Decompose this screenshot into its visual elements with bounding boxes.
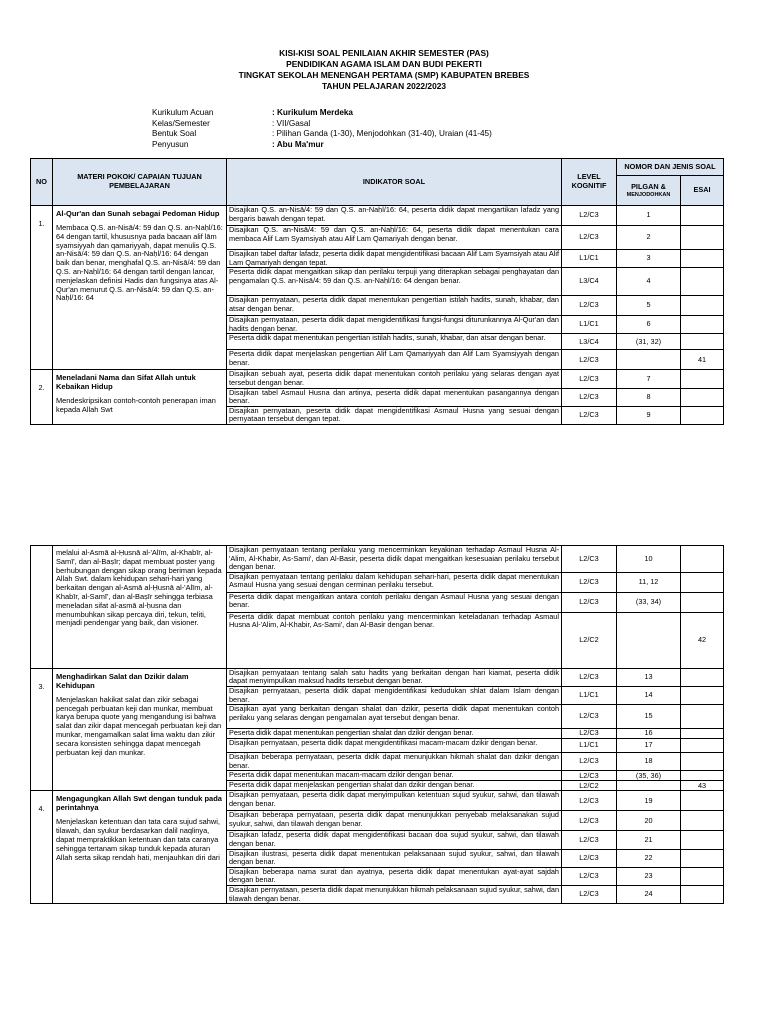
pilgan-cell: 14 <box>617 686 681 704</box>
esai-cell <box>681 811 724 831</box>
indikator-cell: Disajikan pernyataan, peserta didik dapat mengidentifikasi fungsi-fungsi diturunkannya Al-Qur'an dan hadits dengan benar. <box>227 316 562 334</box>
level-cell: L2/C3 <box>562 572 617 592</box>
level-cell: L3/C4 <box>562 268 617 296</box>
indikator-cell: Disajikan lafadz, peserta didik dapat mengidentifikasi bacaan doa sujud syukur, sahwi, dan tilawah dengan benar. <box>227 831 562 849</box>
esai-cell <box>681 791 724 811</box>
section-description: Mendeskripsikan contoh-contoh penerapan iman kepada Allah Swt <box>56 396 216 415</box>
section-materi <box>53 370 227 425</box>
level-cell: L2/C3 <box>562 791 617 811</box>
section-number: 2. <box>31 370 53 425</box>
esai-cell <box>681 296 724 316</box>
pilgan-cell: 10 <box>617 546 681 573</box>
pilgan-cell <box>617 612 681 668</box>
section-number: 3. <box>31 668 53 791</box>
section-number <box>31 546 53 669</box>
indikator-cell: Disajikan ayat yang berkaitan dengan shalat dan dzikir, peserta didik dapat menentukan contoh perilaku yang selaras dengan pengamalan ayat tersebut dengan benar. <box>227 705 562 729</box>
pilgan-cell: 4 <box>617 268 681 296</box>
level-cell: L2/C3 <box>562 350 617 370</box>
meta-label: Bentuk Soal <box>152 129 197 138</box>
level-cell: L2/C3 <box>562 811 617 831</box>
pilgan-cell: 7 <box>617 370 681 388</box>
indikator-cell: Disajikan beberapa nama surat dan ayatnya, peserta didik dapat menentukan ayat-ayat sajdah dengan benar. <box>227 867 562 885</box>
pilgan-cell: 9 <box>617 406 681 424</box>
indikator-cell: Disajikan Q.S. an-Nisā/4: 59 dan Q.S. an-Naḥl/16: 64, peserta didik dapat menentukan cara membaca Alif Lam Syamsiyah atau Alif Lam Qamariyah dengan benar. <box>227 226 562 250</box>
section-title: Meneladani Nama dan Sifat Allah untuk Kebaikan Hidup <box>56 373 196 392</box>
header-pilgan-label: PILGAN & <box>631 182 666 192</box>
esai-cell <box>681 406 724 424</box>
level-cell: L2/C3 <box>562 296 617 316</box>
meta-label: Kelas/Semester <box>152 118 210 128</box>
level-cell: L2/C3 <box>562 370 617 388</box>
pilgan-cell: (33, 34) <box>617 592 681 612</box>
kisi-kisi-table-top <box>30 158 724 425</box>
level-cell: L2/C2 <box>562 612 617 668</box>
level-cell: L1/C1 <box>562 686 617 704</box>
meta-value: : Abu Ma'mur <box>272 139 324 149</box>
section-title: Mengagungkan Allah Swt dengan tunduk pada perintahnya <box>56 794 222 813</box>
esai-cell <box>681 334 724 350</box>
pilgan-cell: (35, 36) <box>617 771 681 781</box>
section-materi <box>53 546 227 669</box>
esai-cell <box>681 753 724 771</box>
header-no: NO <box>31 159 53 206</box>
pilgan-cell: 24 <box>617 885 681 903</box>
indikator-cell: Disajikan tabel Asmaul Husna dan artinya, peserta didik dapat menentukan pasangannya dengan benar. <box>227 388 562 406</box>
esai-cell <box>681 226 724 250</box>
indikator-cell: Disajikan beberapa pernyataan, peserta didik dapat menunjukkan hikmah shalat dan dzikir dengan benar. <box>227 753 562 771</box>
meta-value: : VII/Gasal <box>272 118 311 128</box>
esai-cell <box>681 388 724 406</box>
section-description: Membaca Q.S. an-Nisā/4: 59 dan Q.S. an-Naḥl/16: 64 dengan tartil, khususnya pada bacaan alif lām syamsiyyah dan qamariyyah, dapat menulis Q.S. an-Nisā/4: 59 dan Q.S. an-Naḥl/16: 64 dengan baik dan benar, menghafal Q.S. an-Nisā/4: 59 dan Q.S. an-Naḥl/16: 64 dengan tartil dengan lancar, menjelaskan definisi Hadis dan fungsinya atas Al-Qur'an menurut Q.S. an-Nisā/4: 59 dan Q.S. an-Naḥl/16: 64 <box>56 223 223 303</box>
esai-cell <box>681 705 724 729</box>
level-cell: L2/C3 <box>562 885 617 903</box>
level-cell: L3/C4 <box>562 334 617 350</box>
indikator-cell: Disajikan Q.S. an-Nisā/4: 59 dan Q.S. an-Naḥl/16: 64, peserta didik dapat mengartikan lafadz yang bergaris bawah dengan tepat. <box>227 206 562 226</box>
level-cell: L2/C3 <box>562 705 617 729</box>
section-title: Menghadirkan Salat dan Dzikir dalam Kehidupan <box>56 671 189 690</box>
meta-label: Penyusun <box>152 139 189 149</box>
esai-cell <box>681 831 724 849</box>
indikator-cell: Peserta didik dapat menjelaskan pengertian shalat dan dzikir dengan benar. <box>227 781 562 791</box>
esai-cell <box>681 668 724 686</box>
esai-cell <box>681 849 724 867</box>
esai-cell <box>681 592 724 612</box>
esai-cell <box>681 316 724 334</box>
level-cell: L1/C1 <box>562 250 617 268</box>
header-esai: ESAI <box>681 176 724 206</box>
school-level-title: TINGKAT SEKOLAH MENENGAH PERTAMA (SMP) KABUPATEN BREBES <box>238 70 530 80</box>
meta-row <box>152 119 492 130</box>
pilgan-cell: 6 <box>617 316 681 334</box>
esai-cell <box>681 729 724 739</box>
level-cell: L2/C3 <box>562 668 617 686</box>
document-meta <box>152 108 492 150</box>
esai-cell <box>681 867 724 885</box>
indikator-cell: Disajikan pernyataan, peserta didik dapat mengidentifikasi kedudukan shlat dalam Islam dengan benar. <box>227 686 562 704</box>
indikator-cell: Peserta didik dapat mengaitkan sikap dan perilaku terpuji yang diterapkan sebagai penghayatan dan pengamalan Q.S. an-Nisā/4: 59 dan Q.S. an-Naḥl/16: 64 dengan benar. <box>227 268 562 296</box>
meta-row <box>152 129 492 140</box>
pilgan-cell: 18 <box>617 753 681 771</box>
table-row <box>31 668 724 686</box>
indikator-cell: Disajikan pernyataan, peserta didik dapat mengidentifikasi macam-macam dzikir dengan benar. <box>227 739 562 753</box>
level-cell: L2/C3 <box>562 226 617 250</box>
section-number: 1. <box>31 206 53 370</box>
level-cell: L2/C3 <box>562 771 617 781</box>
indikator-cell: Disajikan pernyataan, peserta didik dapat menentukan pengertian istilah hadits, sunah, khabar, dan atsar dengan benar. <box>227 296 562 316</box>
meta-label: Kurikulum Acuan <box>152 108 214 117</box>
table-row <box>31 546 724 573</box>
indikator-cell: Peserta didik dapat menentukan pengertian shalat dan dzikir dengan benar. <box>227 729 562 739</box>
level-cell: L2/C3 <box>562 867 617 885</box>
esai-cell: 41 <box>681 350 724 370</box>
indikator-cell: Disajikan beberapa pernyataan, peserta didik dapat menunjukkan penyebab melaksanakan sujud syukur, sahwi, dan tilawah dengan benar. <box>227 811 562 831</box>
esai-cell: 43 <box>681 781 724 791</box>
document-title: KISI-KISI SOAL PENILAIAN AKHIR SEMESTER (PAS) <box>279 48 489 58</box>
esai-cell: 42 <box>681 612 724 668</box>
section-description: Menjelaskan hakikat salat dan zikir sebagai pencegah perbuatan keji dan munkar, membuat karya berupa quote yang mengandung isi bahwa salat dan zikir dapat mencegah perbuatan keji dan munkar, mengamalkan salat lima waktu dan zikir secara konsisten sehingga dapat mencegah perbuatan keji dan munkar. <box>56 694 222 757</box>
section-number: 4. <box>31 791 53 904</box>
level-cell: L2/C3 <box>562 831 617 849</box>
level-cell: L2/C3 <box>562 753 617 771</box>
esai-cell <box>681 546 724 573</box>
pilgan-cell: 19 <box>617 791 681 811</box>
section-materi <box>53 206 227 370</box>
esai-cell <box>681 885 724 903</box>
pilgan-cell: 20 <box>617 811 681 831</box>
pilgan-cell: 16 <box>617 729 681 739</box>
pilgan-cell: 5 <box>617 296 681 316</box>
section-description: melalui al-Asmā al-Ḥusnā al-'Alīm, al-Khabīr, al-Samī', dan al-Baṣīr; dapat membuat poster yang berhubungan dengan sikap orang beriman kepada Allah Swt. dalam kehidupan sehari-hari yang berkaitan dengan al-Asmā al-Ḥusnā al-'Alīm, al-Khabīr, al-Samī', dan al-Baṣīr sehingga terbiasa meneladan sifat al-asmā al-ḥusna dan menumbuhkan sikap percaya diri, tekun, teliti, menjadi pendengar yang baik, dan visioner. <box>56 548 222 628</box>
indikator-cell: Disajikan pernyataan tentang perilaku yang mencerminkan keyakinan terhadap Asmaul Husna Al-'Alim, Al-Khabir, As-Sami', dan Al-Basir, peserta didik dapat mengaitkan kesesuaian perilaku tersebut dengan benar. <box>227 546 562 573</box>
indikator-cell: Disajikan pernyataan tentang perilaku dalam kehidupan sehari-hari, peserta didik dapat menentukan Asmaul Husna yang sesuai dengan cerminan perilaku tersebut. <box>227 572 562 592</box>
indikator-cell: Peserta didik dapat menentukan pengertian istilah hadits, sunah, khabar, dan atsar dengan benar. <box>227 334 562 350</box>
pilgan-cell: 23 <box>617 867 681 885</box>
document-titles <box>0 48 768 92</box>
esai-cell <box>681 268 724 296</box>
indikator-cell: Peserta didik dapat membuat contoh perilaku yang mencerminkan keteladanan terhadap Asmaul Husna Al-'Alim, Al-Khabir, As-Sami', dan Al-Basir dengan benar. <box>227 612 562 668</box>
esai-cell <box>681 739 724 753</box>
academic-year-title: TAHUN PELAJARAN 2022/2023 <box>321 81 447 91</box>
pilgan-cell: 1 <box>617 206 681 226</box>
indikator-cell: Peserta didik dapat mengaitkan antara contoh perilaku dengan Asmaul Husna yang sesuai dengan benar. <box>227 592 562 612</box>
meta-value: : Pilihan Ganda (1-30), Menjodohkan (31-40), Uraian (41-45) <box>272 129 492 138</box>
table-row <box>31 206 724 226</box>
level-cell: L1/C1 <box>562 739 617 753</box>
indikator-cell: Disajikan pernyataan, peserta didik dapat menyimpulkan ketentuan sujud syukur, sahwi, dan tilawah dengan benar. <box>227 791 562 811</box>
pilgan-cell: 8 <box>617 388 681 406</box>
header-indikator: INDIKATOR SOAL <box>227 159 562 206</box>
level-cell: L2/C3 <box>562 592 617 612</box>
pilgan-cell: 22 <box>617 849 681 867</box>
level-cell: L2/C3 <box>562 388 617 406</box>
section-materi <box>53 668 227 791</box>
table-row <box>31 370 724 388</box>
esai-cell <box>681 206 724 226</box>
meta-row <box>152 140 492 151</box>
subject-title: PENDIDIKAN AGAMA ISLAM DAN BUDI PEKERTI <box>286 59 482 69</box>
level-cell: L2/C2 <box>562 781 617 791</box>
pilgan-cell: 3 <box>617 250 681 268</box>
indikator-cell: Disajikan pernyataan tentang salah satu hadits yang berkaitan dengan hari kiamat, peserta didik dapat menyimpulkan maksud hadits tersebut dengan benar. <box>227 668 562 686</box>
esai-cell <box>681 572 724 592</box>
level-cell: L2/C3 <box>562 406 617 424</box>
pilgan-cell: 13 <box>617 668 681 686</box>
indikator-cell: Disajikan pernyataan, peserta didik dapat menunjukkan hikmah pelaksanaan sujud syukur, sahwi, dan tilawah dengan benar. <box>227 885 562 903</box>
header-pilgan <box>617 176 681 206</box>
section-description: Menjelaskan ketentuan dan tata cara sujud sahwi, tilawah, dan syukur berdasarkan dalil naqlinya, dapat mempraktikkan ketentuan dan tata caranya sehingga tertanam sikap tunduk kepada aturan Allah serta sikap rendah hati, menjauhkan diri dari <box>56 817 220 862</box>
level-cell: L2/C3 <box>562 206 617 226</box>
level-cell: L2/C3 <box>562 546 617 573</box>
section-title: Al-Qur'an dan Sunah sebagai Pedoman Hidup <box>56 209 220 218</box>
pilgan-cell: 17 <box>617 739 681 753</box>
indikator-cell: Disajikan sebuah ayat, peserta didik dapat menentukan contoh perilaku yang selaras dengan ayat tersebut dengan benar. <box>227 370 562 388</box>
level-cell: L1/C1 <box>562 316 617 334</box>
indikator-cell: Peserta didik dapat menentukan macam-macam dzikir dengan benar. <box>227 771 562 781</box>
table-row <box>31 791 724 811</box>
header-materi: MATERI POKOK/ CAPAIAN TUJUAN PEMBELAJARAN <box>53 159 227 206</box>
esai-cell <box>681 370 724 388</box>
level-cell: L2/C3 <box>562 729 617 739</box>
meta-value: : Kurikulum Merdeka <box>272 108 353 117</box>
pilgan-cell <box>617 350 681 370</box>
indikator-cell: Disajikan tabel daftar lafadz, peserta didik dapat mengidentifikasi bacaan Alif Lam Syamsiyah atau Alif Lam Qamariyah dengan tepat. <box>227 250 562 268</box>
section-materi <box>53 791 227 904</box>
header-nomor: NOMOR DAN JENIS SOAL <box>617 159 724 176</box>
indikator-cell: Disajikan pernyataan, peserta didik dapat mengidentifikasi Asmaul Husna yang sesuai dengan pernyataan tersebut dengan tepat. <box>227 406 562 424</box>
esai-cell <box>681 250 724 268</box>
pilgan-cell: 11, 12 <box>617 572 681 592</box>
esai-cell <box>681 686 724 704</box>
level-cell: L2/C3 <box>562 849 617 867</box>
pilgan-cell: 21 <box>617 831 681 849</box>
indikator-cell: Disajikan ilustrasi, peserta didik dapat menentukan pelaksanaan sujud syukur, sahwi, dan tilawah dengan benar. <box>227 849 562 867</box>
meta-row <box>152 108 492 119</box>
header-menjodohkan: MENJODOHKAN <box>626 191 671 198</box>
indikator-cell: Peserta didik dapat menjelaskan pengertian Alif Lam Qamariyyah dan Alif Lam Syamsiyyah dengan benar. <box>227 350 562 370</box>
pilgan-cell: 15 <box>617 705 681 729</box>
esai-cell <box>681 771 724 781</box>
pilgan-cell: 2 <box>617 226 681 250</box>
pilgan-cell <box>617 781 681 791</box>
kisi-kisi-table-bottom <box>30 545 724 904</box>
header-level: LEVEL KOGNITIF <box>562 159 617 206</box>
pilgan-cell: (31, 32) <box>617 334 681 350</box>
